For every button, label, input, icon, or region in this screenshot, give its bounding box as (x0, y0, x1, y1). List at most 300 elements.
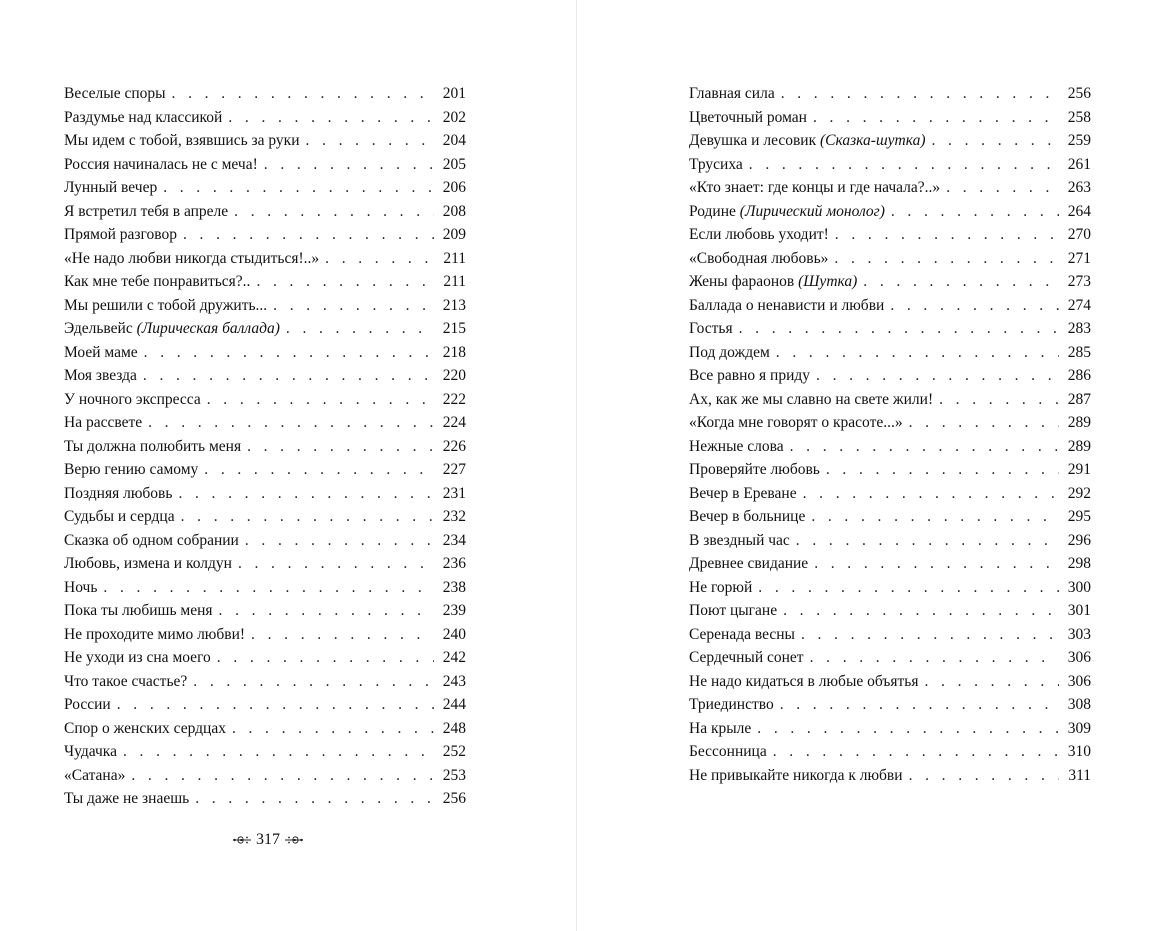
toc-entry-title (689, 388, 939, 412)
toc-entry-page-number: 291 (1067, 461, 1091, 478)
table-of-contents-left (64, 82, 466, 811)
toc-entry-page-number: 287 (1067, 390, 1091, 408)
toc-entry-subtitle: (Лирический монолог) (739, 202, 885, 220)
toc-entry-page-number: 310 (1067, 743, 1091, 760)
dot-leader (228, 106, 434, 130)
toc-entry-title (689, 294, 890, 318)
dot-leader (932, 129, 1060, 153)
toc-entry (689, 576, 1091, 600)
toc-entry-title-text: Вечер в Ереване (689, 484, 797, 502)
dot-leader (217, 646, 434, 670)
toc-entry (64, 599, 466, 623)
toc-entry-title-text: Пока ты любишь меня (64, 602, 213, 619)
toc-entry (689, 623, 1091, 647)
toc-entry (689, 411, 1091, 435)
toc-entry-title (689, 176, 946, 200)
toc-entry-page-number: 303 (1067, 625, 1091, 643)
dot-leader (264, 153, 434, 177)
toc-entry (689, 646, 1091, 670)
toc-entry-page-number: 224 (442, 414, 466, 431)
toc-entry-title (64, 364, 143, 388)
toc-entry (64, 482, 466, 506)
toc-entry (689, 153, 1091, 177)
dot-leader (251, 623, 434, 647)
toc-entry-page-number: 252 (442, 743, 466, 760)
toc-entry-page-number: 206 (442, 179, 466, 196)
toc-entry-page-number: 285 (1067, 343, 1091, 361)
dot-leader (796, 529, 1059, 553)
toc-entry-title (64, 82, 172, 106)
toc-entry-title-text: Россия начиналась не с меча! (64, 155, 258, 173)
toc-entry (689, 317, 1091, 341)
toc-entry-title-text: «Когда мне говорят о красоте...» (689, 414, 903, 431)
toc-entry-title-text: Под дождем (689, 343, 770, 361)
toc-entry-subtitle: (Лирическая баллада) (136, 320, 280, 337)
toc-entry (64, 505, 466, 529)
toc-entry-title-text: Цветочный роман (689, 108, 807, 126)
toc-entry-page-number: 244 (442, 696, 466, 713)
toc-entry-title (64, 317, 286, 341)
dot-leader (780, 693, 1059, 717)
toc-entry (64, 106, 466, 130)
toc-entry-title (64, 693, 117, 717)
toc-entry-title (64, 717, 232, 741)
toc-entry-title-text: Мы решили с тобой дружить... (64, 296, 268, 314)
toc-entry-title-text: Эдельвейс (64, 320, 133, 337)
toc-entry-title (64, 482, 178, 506)
toc-entry (689, 106, 1091, 130)
toc-entry-title (64, 458, 204, 482)
toc-entry-title-text: Вечер в больнице (689, 508, 806, 525)
toc-entry-title-text: Ночь (64, 578, 98, 596)
dot-leader (273, 294, 434, 318)
toc-entry-title-text: Сказка об одном собрании (64, 531, 239, 549)
toc-entry-page-number: 236 (442, 555, 466, 572)
toc-entry-page-number: 300 (1067, 578, 1091, 596)
toc-entry-title (689, 223, 835, 247)
toc-entry (689, 529, 1091, 553)
toc-entry-title (64, 623, 251, 647)
toc-entry-title-text: В звездный час (689, 531, 790, 549)
toc-entry-page-number: 211 (443, 273, 466, 290)
toc-entry (689, 458, 1091, 482)
toc-entry-page-number: 240 (442, 625, 466, 643)
toc-entry-page-number: 259 (1067, 132, 1091, 149)
toc-entry-title-text: Моя звезда (64, 367, 137, 384)
toc-entry-title-text: Как мне тебе понравиться?.. (64, 273, 251, 290)
dot-leader (247, 435, 434, 459)
toc-entry-title-text: «Не надо любви никогда стыдиться!..» (64, 249, 320, 267)
toc-entry (64, 223, 466, 247)
toc-entry (64, 129, 466, 153)
toc-entry-title-text: Моей маме (64, 343, 138, 361)
dot-leader (909, 411, 1059, 435)
dot-leader (131, 764, 434, 788)
dot-leader (758, 576, 1059, 600)
toc-entry (64, 247, 466, 271)
toc-entry-page-number: 271 (1067, 249, 1091, 267)
toc-entry-title (689, 764, 909, 788)
toc-entry-title (64, 388, 207, 412)
toc-entry-page-number: 238 (442, 578, 466, 596)
dot-leader (207, 388, 434, 412)
dot-leader (204, 458, 434, 482)
toc-entry (64, 411, 466, 435)
toc-entry-page-number: 295 (1067, 508, 1091, 525)
dot-leader (195, 787, 434, 811)
toc-entry-title (64, 176, 163, 200)
toc-entry-page-number: 201 (442, 85, 466, 102)
dot-leader (909, 764, 1059, 788)
toc-entry-page-number: 263 (1067, 179, 1091, 196)
toc-entry-page-number: 311 (1068, 766, 1091, 784)
toc-entry-page-number: 289 (1067, 437, 1091, 455)
toc-entry-title (64, 106, 228, 130)
toc-entry-title (689, 717, 757, 741)
dot-leader (123, 740, 434, 764)
toc-entry-page-number: 261 (1067, 155, 1091, 173)
toc-entry-title-text: Не привыкайте никогда к любви (689, 766, 903, 784)
toc-entry-title-text: Веселые споры (64, 85, 166, 102)
toc-entry (64, 200, 466, 224)
toc-entry (689, 740, 1091, 764)
toc-entry-title (64, 670, 193, 694)
page-number-footer (229, 829, 307, 851)
toc-entry-title (689, 411, 909, 435)
toc-entry-title (64, 646, 217, 670)
toc-entry-title-text: Что такое счастье? (64, 672, 188, 690)
toc-entry-page-number: 215 (442, 320, 466, 337)
toc-entry-page-number: 204 (442, 132, 466, 149)
toc-entry-title-text: Прямой разговор (64, 226, 177, 243)
toc-entry-title-text: Сердечный сонет (689, 649, 804, 666)
toc-entry-title (64, 740, 123, 764)
toc-entry-page-number: 296 (1067, 531, 1091, 549)
dot-leader (814, 552, 1059, 576)
dot-leader (143, 364, 434, 388)
toc-entry-page-number: 226 (442, 437, 466, 455)
toc-entry-title (689, 247, 834, 271)
toc-entry-page-number: 306 (1067, 672, 1091, 690)
toc-entry-title-text: Не горюй (689, 578, 753, 596)
dot-leader (939, 388, 1059, 412)
toc-entry-page-number: 239 (442, 602, 466, 619)
toc-entry-title-text: Не надо кидаться в любые объятья (689, 672, 919, 690)
toc-entry-title-text: Не уходи из сна моего (64, 649, 211, 666)
dot-leader (801, 623, 1059, 647)
toc-entry (64, 623, 466, 647)
toc-entry (64, 529, 466, 553)
dot-leader (739, 317, 1059, 341)
toc-entry-title (64, 411, 148, 435)
toc-entry-page-number: 270 (1067, 226, 1091, 243)
toc-entry-title (689, 458, 826, 482)
toc-entry-page-number: 227 (442, 461, 466, 478)
toc-entry (64, 764, 466, 788)
toc-entry-page-number: 298 (1067, 555, 1091, 572)
toc-entry-title (689, 740, 773, 764)
toc-entry-page-number: 218 (442, 343, 466, 361)
floral-ornament-right-icon (284, 833, 304, 847)
toc-entry-page-number: 308 (1067, 696, 1091, 713)
toc-entry-title (689, 529, 796, 553)
toc-entry-title (689, 106, 813, 130)
toc-entry (64, 270, 466, 294)
toc-entry (64, 458, 466, 482)
toc-entry (64, 364, 466, 388)
toc-entry (689, 176, 1091, 200)
toc-entry-title-text: Гостья (689, 320, 733, 337)
toc-entry-title-text: У ночного экспресса (64, 390, 201, 408)
toc-entry (689, 717, 1091, 741)
toc-entry (64, 294, 466, 318)
dot-leader (890, 294, 1059, 318)
dot-leader (776, 341, 1059, 365)
toc-entry (64, 576, 466, 600)
toc-entry-page-number: 306 (1067, 649, 1091, 666)
dot-leader (924, 670, 1059, 694)
toc-entry (64, 670, 466, 694)
toc-entry-page-number: 234 (442, 531, 466, 549)
toc-entry-title-text: Все равно я приду (689, 367, 811, 384)
toc-entry-title (689, 200, 891, 224)
dot-leader (144, 341, 434, 365)
toc-entry-title-text: «Свободная любовь» (689, 249, 829, 267)
toc-entry-title (64, 435, 247, 459)
toc-entry-title (64, 599, 219, 623)
toc-entry-title-text: Баллада о ненависти и любви (689, 296, 885, 314)
toc-entry-page-number: 309 (1067, 719, 1091, 737)
toc-entry (689, 482, 1091, 506)
toc-entry (64, 717, 466, 741)
toc-entry-title (64, 787, 195, 811)
toc-entry-title (64, 247, 325, 271)
toc-entry-page-number: 283 (1067, 320, 1091, 337)
toc-entry-title (689, 364, 816, 388)
toc-entry-subtitle: (Шутка) (798, 273, 858, 290)
toc-entry (64, 82, 466, 106)
toc-entry-page-number: 222 (442, 390, 466, 408)
toc-entry-title (689, 270, 863, 294)
toc-entry-title (689, 341, 776, 365)
toc-entry (64, 317, 466, 341)
toc-entry (64, 388, 466, 412)
toc-entry-title-text: «Сатана» (64, 766, 126, 784)
toc-entry-page-number: 220 (442, 367, 466, 384)
toc-entry-title (64, 129, 306, 153)
toc-entry-title (64, 552, 238, 576)
dot-leader (234, 200, 434, 224)
toc-entry-page-number: 208 (442, 202, 466, 220)
page-number: 317 (256, 831, 280, 848)
dot-leader (813, 106, 1059, 130)
toc-entry-title (64, 294, 273, 318)
dot-leader (325, 247, 434, 271)
dot-leader (826, 458, 1059, 482)
toc-entry-page-number: 213 (442, 296, 466, 314)
toc-entry-title-text: Спор о женских сердцах (64, 719, 226, 737)
toc-entry-title (689, 153, 749, 177)
toc-entry-title (689, 646, 810, 670)
toc-entry-page-number: 286 (1067, 367, 1091, 384)
toc-entry-page-number: 273 (1067, 273, 1091, 290)
toc-entry-title-text: Я встретил тебя в апреле (64, 202, 229, 220)
dot-leader (783, 599, 1059, 623)
dot-leader (238, 552, 434, 576)
toc-entry-title-text: Лунный вечер (64, 179, 158, 196)
dot-leader (811, 505, 1059, 529)
dot-leader (163, 176, 434, 200)
dot-leader (835, 223, 1059, 247)
toc-entry-subtitle: (Сказка-шутка) (820, 132, 926, 149)
toc-entry-title (689, 317, 739, 341)
toc-entry-title (689, 129, 932, 153)
toc-entry-title-text: Мы идем с тобой, взявшись за руки (64, 132, 300, 149)
toc-entry-title-text: Проверяйте любовь (689, 461, 820, 478)
right-page (577, 0, 1154, 931)
dot-leader (245, 529, 434, 553)
toc-entry-title (689, 576, 758, 600)
toc-entry (689, 599, 1091, 623)
toc-entry (64, 435, 466, 459)
toc-entry-title-text: «Кто знает: где концы и где начала?..» (689, 179, 941, 196)
toc-entry-page-number: 258 (1067, 108, 1091, 126)
dot-leader (172, 82, 434, 106)
toc-entry (689, 388, 1091, 412)
toc-entry-title (64, 200, 234, 224)
toc-entry (689, 341, 1091, 365)
toc-entry-title (64, 153, 264, 177)
toc-entry-title (689, 623, 801, 647)
dot-leader (757, 717, 1059, 741)
toc-entry-page-number: 232 (442, 508, 466, 525)
toc-entry-title-text: Поют цыгане (689, 602, 778, 619)
dot-leader (749, 153, 1059, 177)
toc-entry (689, 364, 1091, 388)
table-of-contents-right (689, 82, 1091, 787)
dot-leader (181, 505, 434, 529)
dot-leader (803, 482, 1059, 506)
dot-leader (790, 435, 1059, 459)
toc-entry-title-text: Девушка и лесовик (689, 132, 817, 149)
toc-entry-title-text: Раздумье над классикой (64, 108, 223, 126)
toc-entry-page-number: 242 (442, 649, 466, 666)
toc-entry-title-text: Поздняя любовь (64, 484, 173, 502)
toc-entry-title-text: Ты должна полюбить меня (64, 437, 242, 455)
toc-entry-title-text: Чудачка (64, 743, 117, 760)
toc-entry-title (64, 270, 256, 294)
toc-entry-page-number: 202 (442, 108, 466, 126)
toc-entry (64, 341, 466, 365)
toc-entry-page-number: 256 (1067, 85, 1091, 102)
toc-entry-title-text: Любовь, измена и колдун (64, 555, 232, 572)
toc-entry-page-number: 253 (442, 766, 466, 784)
toc-entry-page-number: 292 (1067, 484, 1091, 502)
dot-leader (219, 599, 434, 623)
dot-leader (306, 129, 434, 153)
dot-leader (103, 576, 434, 600)
dot-leader (891, 200, 1059, 224)
toc-entry-page-number: 243 (442, 672, 466, 690)
toc-entry-title-text: Жены фараонов (689, 273, 795, 290)
toc-entry-title (64, 505, 181, 529)
dot-leader (810, 646, 1059, 670)
dot-leader (816, 364, 1059, 388)
toc-entry-title-text: Трусиха (689, 155, 743, 173)
toc-entry-title-text: Судьбы и сердца (64, 508, 175, 525)
toc-entry-title (689, 670, 924, 694)
toc-entry-page-number: 248 (442, 719, 466, 737)
toc-entry-title-text: Древнее свидание (689, 555, 809, 572)
toc-entry (689, 435, 1091, 459)
toc-entry (64, 176, 466, 200)
toc-entry-page-number: 256 (442, 790, 466, 807)
toc-entry-title-text: На крыле (689, 719, 752, 737)
toc-entry (689, 270, 1091, 294)
dot-leader (183, 223, 434, 247)
toc-entry-page-number: 264 (1067, 202, 1091, 220)
toc-entry (64, 646, 466, 670)
toc-entry (689, 200, 1091, 224)
toc-entry-title-text: Верю гению самому (64, 461, 199, 478)
toc-entry-title (64, 764, 131, 788)
toc-entry (689, 764, 1091, 788)
toc-entry-title-text: Серенада весны (689, 625, 795, 643)
toc-entry (689, 552, 1091, 576)
toc-entry (689, 294, 1091, 318)
toc-entry (689, 223, 1091, 247)
toc-entry-title-text: Если любовь уходит! (689, 226, 829, 243)
toc-entry-title-text: России (64, 696, 111, 713)
toc-entry-title-text: Нежные слова (689, 437, 784, 455)
toc-entry-title-text: Ах, как же мы славно на свете жили! (689, 390, 934, 408)
toc-entry-title (689, 599, 783, 623)
toc-entry (689, 129, 1091, 153)
toc-entry-title (689, 552, 814, 576)
dot-leader (286, 317, 434, 341)
dot-leader (232, 717, 434, 741)
dot-leader (193, 670, 434, 694)
dot-leader (834, 247, 1059, 271)
dot-leader (773, 740, 1059, 764)
dot-leader (863, 270, 1059, 294)
toc-entry-page-number: 274 (1067, 296, 1091, 314)
toc-entry-page-number: 211 (443, 249, 466, 267)
dot-leader (256, 270, 434, 294)
toc-entry-title (64, 341, 144, 365)
toc-entry-title-text: Триединство (689, 696, 774, 713)
toc-entry-page-number: 231 (442, 484, 466, 502)
dot-leader (946, 176, 1059, 200)
toc-entry (64, 153, 466, 177)
toc-entry-title-text: Главная сила (689, 85, 775, 102)
dot-leader (178, 482, 434, 506)
toc-entry-title (689, 435, 790, 459)
toc-entry (689, 247, 1091, 271)
toc-entry-title (64, 223, 183, 247)
toc-entry-title (689, 505, 811, 529)
toc-entry-title-text: Ты даже не знаешь (64, 790, 190, 807)
toc-entry-title (689, 693, 780, 717)
toc-entry (64, 693, 466, 717)
toc-entry (64, 787, 466, 811)
toc-entry (689, 505, 1091, 529)
dot-leader (117, 693, 434, 717)
toc-entry (64, 740, 466, 764)
toc-entry-title-text: Родине (689, 202, 736, 220)
floral-ornament-left-icon (232, 833, 252, 847)
toc-entry-title (64, 529, 245, 553)
